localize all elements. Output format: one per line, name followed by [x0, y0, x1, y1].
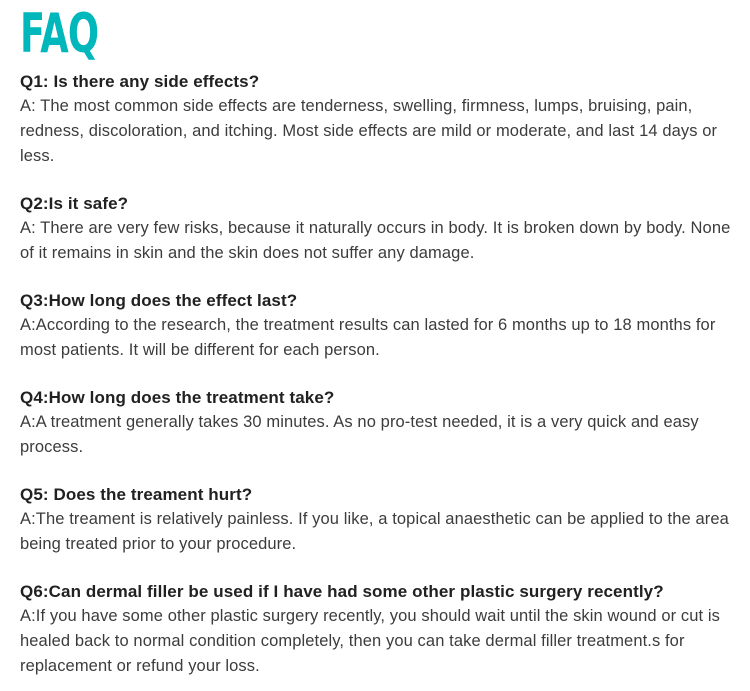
faq-answer: A: The most common side effects are tenderness, swelling, firmness, lumps, bruising, pain, redness, discoloration, and itching. Most side effects are mild or moderate, and last 14 days or less.: [20, 97, 718, 165]
faq-answer: A: There are very few risks, because it naturally occurs in body. It is broken down by body. None of it remains in skin and the skin does not suffer any damage.: [20, 219, 731, 262]
faq-item-q6: [20, 579, 736, 679]
faq-question: Q1: Is there any side effects?: [20, 72, 260, 91]
faq-list: [20, 69, 736, 679]
faq-question: Q2:Is it safe?: [20, 194, 129, 213]
faq-item-q3: [20, 288, 736, 363]
faq-item-q2: [20, 191, 736, 266]
faq-question: Q5: Does the treament hurt?: [20, 485, 253, 504]
faq-question: Q6:Can dermal filler be used if I have had some other plastic surgery recently?: [20, 582, 664, 601]
faq-item-q4: [20, 385, 736, 460]
faq-item-q1: [20, 69, 736, 169]
faq-item-q5: [20, 482, 736, 557]
faq-question: Q4:How long does the treatment take?: [20, 388, 335, 407]
faq-answer: A:The treament is relatively painless. If you like, a topical anaesthetic can be applied to the area being treated prior to your procedure.: [20, 510, 729, 553]
faq-answer: A:According to the research, the treatment results can lasted for 6 months up to 18 months for most patients. It will be different for each person.: [20, 316, 716, 359]
faq-question: Q3:How long does the effect last?: [20, 291, 298, 310]
page-title: FAQ: [20, 2, 99, 65]
faq-answer: A:If you have some other plastic surgery recently, you should wait until the skin wound or cut is healed back to normal condition completely, then you can take dermal filler treatment.s for replacement or refund your loss.: [20, 607, 720, 675]
faq-answer: A:A treatment generally takes 30 minutes. As no pro-test needed, it is a very quick and easy process.: [20, 413, 699, 456]
